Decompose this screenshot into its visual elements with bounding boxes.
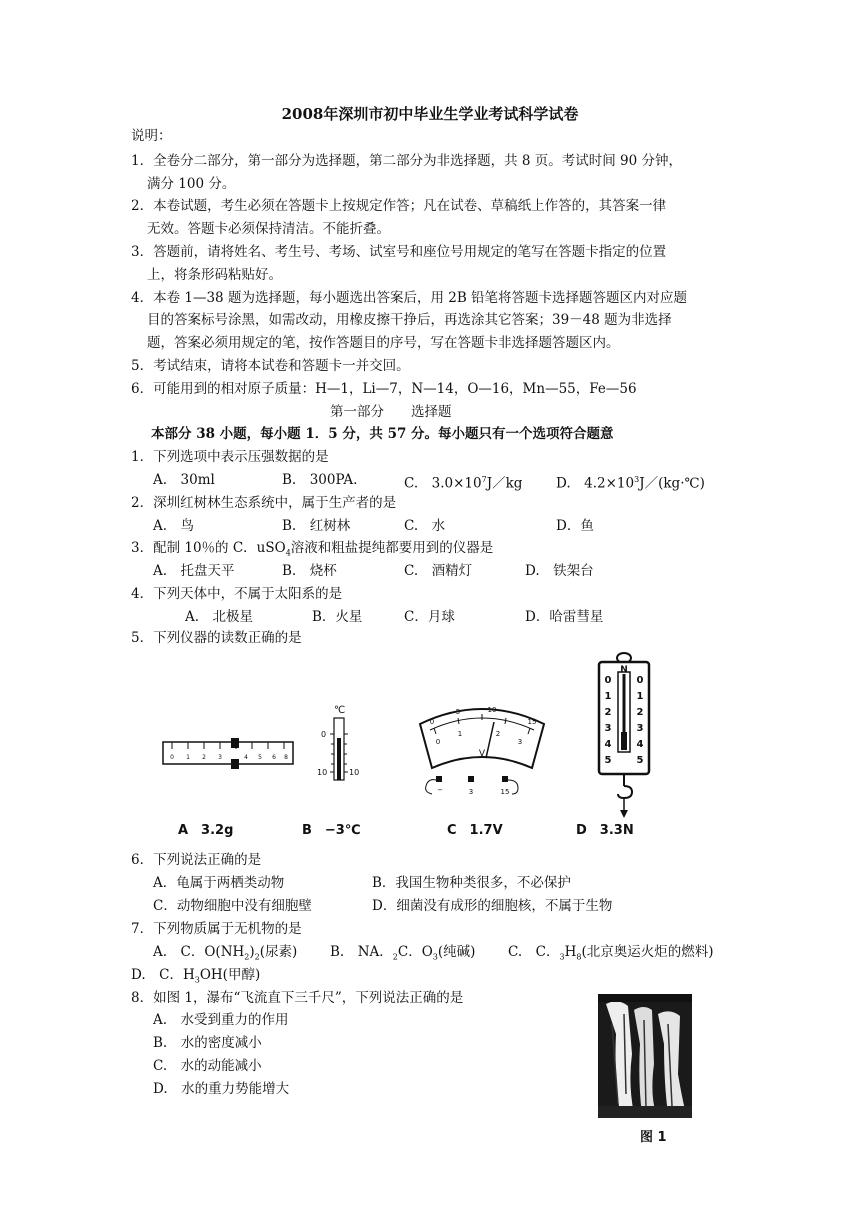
ruler-tick: 8 (284, 754, 288, 761)
q2-option-c: C. 水 (404, 518, 446, 534)
q7-option-d: D. C．$H_3OH$(甲醇) (131, 967, 261, 985)
q4-option-c: C．月球 (404, 609, 455, 625)
spring-tick: 3 (636, 723, 644, 734)
question-6-stem: 6．下列说法正确的是 (131, 852, 262, 868)
instruction-line: 6．可能用到的相对原子质量：H—1，Li—7，N—14，O—16，Mn—55，Fe—56 (131, 381, 637, 397)
q2-option-b: B. 红树林 (282, 518, 351, 534)
meter-inner-label: 3 (517, 738, 523, 746)
thermometer-figure (316, 700, 362, 790)
question-5-stem: 5．下列仪器的读数正确的是 (131, 630, 302, 646)
spring-tick: 1 (636, 691, 644, 702)
spring-tick: 0 (604, 675, 612, 686)
q7-option-c: C. C．$_3H_8$(北京奥运火炬的燃料) (508, 944, 714, 962)
spring-unit: N (620, 665, 628, 675)
meter-inner-label: 0 (435, 738, 441, 746)
question-1-stem: 1．下列选项中表示压强数据的是 (131, 449, 329, 465)
meter-scale-label: 15 (527, 718, 537, 726)
q1-option-a: A. 30ml (153, 472, 215, 488)
terminal-label: 3 (468, 788, 474, 796)
meter-scale-label: 5 (455, 708, 461, 716)
q8-option-d: D. 水的重力势能增大 (153, 1081, 290, 1097)
q1-option-d: D. $4.2\times 10^3J/(kg\cdot℃)$ (556, 475, 705, 492)
instruction-line: 4．本卷 1—38 题为选择题，每小题选出答案后，用 2B 铅笔将答题卡选择题答题区内对应题 (131, 290, 688, 306)
figure-label-d: D 3.3N (576, 823, 634, 838)
q2-option-d: D．鱼 (556, 518, 594, 534)
instruction-line: 2．本卷试题，考生必须在答题卡上按规定作答；凡在试卷、草稿纸上作答的，其答案一律 (131, 198, 667, 214)
terminal-label: 15 (500, 788, 510, 796)
q8-option-b: B. 水的密度减小 (153, 1035, 262, 1051)
ruler-tick: 2 (202, 754, 206, 761)
instruction-line: 1．全卷分二部分，第一部分为选择题，第二部分为非选择题，共 8 页。考试时间 90 分钟， (131, 153, 683, 169)
instruction-line: 3．答题前，请将姓名、考生号、考场、试室号和座位号用规定的笔写在答题卡指定的位置 (131, 244, 667, 260)
spring-tick: 1 (604, 691, 612, 702)
section-title: 第一部分 选择题 (330, 404, 452, 420)
spring-tick: 2 (604, 707, 612, 718)
spring-tick: 4 (636, 739, 644, 750)
question-7-stem: 7．下列物质属于无机物的是 (131, 921, 302, 937)
q7-option-b: B. NA．$_2$C．$O_3$(纯碱) (330, 944, 476, 962)
spring-tick: 0 (636, 675, 644, 686)
q3-option-b: B. 烧杯 (282, 563, 337, 579)
q3-option-a: A. 托盘天平 (153, 563, 235, 579)
question-4-stem: 4．下列天体中，不属于太阳系的是 (131, 586, 343, 602)
question-2-stem: 2．深圳红树林生态系统中，属于生产者的是 (131, 495, 397, 511)
spring-tick: 5 (636, 755, 644, 766)
instruction-line: 上，将条形码粘贴好。 (147, 267, 282, 283)
ruler-tick: 6 (272, 754, 276, 761)
q4-option-d: D．哈雷彗星 (525, 609, 604, 625)
voltmeter-figure (414, 700, 550, 805)
figure-label-c: C 1.7V (447, 823, 503, 838)
page-title: 2008年深圳市初中毕业生学业考试科学试卷 (281, 105, 579, 123)
thermometer-tick: 10 (349, 768, 360, 777)
q1-option-b: B. 300PA. (282, 472, 358, 488)
thermometer-tick: 10 (317, 768, 328, 777)
ruler-tick: 1 (186, 754, 190, 761)
meter-scale-label: 10 (487, 706, 497, 714)
spring-tick: 4 (604, 739, 612, 750)
ruler-tick: 5 (258, 754, 262, 761)
figure-label-a: A 3.2g (178, 823, 234, 838)
section-note: 本部分 38 小题，每小题 1．5 分，共 57 分。每小题只有一个选项符合题意 (151, 426, 614, 442)
instruction-line: 无效。答题卡必须保持清洁。不能折叠。 (147, 221, 390, 237)
q3-option-c: C. 酒精灯 (404, 563, 473, 579)
ruler-figure (160, 730, 300, 780)
q4-option-b: B．火星 (312, 609, 363, 625)
meter-inner-label: 1 (457, 730, 463, 738)
meter-scale-label: 0 (429, 718, 435, 726)
spring-tick: 2 (636, 707, 644, 718)
intro-label: 说明： (131, 128, 172, 144)
q8-option-a: A. 水受到重力的作用 (153, 1012, 289, 1028)
q6-option-a: A．龟属于两栖类动物 (153, 875, 285, 891)
figure-1-label: 图 1 (640, 1130, 667, 1145)
thermometer-tick: 0 (321, 730, 327, 739)
ruler-tick: 3 (218, 754, 222, 761)
q7-option-a: A. C．$O(NH_2)_2$(尿素) (153, 944, 298, 962)
spring-tick: 5 (604, 755, 612, 766)
meter-inner-label: 2 (495, 730, 501, 738)
figure-label-b: B −3℃ (302, 823, 361, 838)
spring-tick: 3 (604, 723, 612, 734)
q6-option-c: C．动物细胞中没有细胞壁 (153, 898, 312, 914)
q6-option-d: D．细菌没有成形的细胞核，不属于生物 (372, 898, 613, 914)
meter-unit: V (478, 749, 486, 759)
question-3-stem: 3．配制 10％的 C．uSO$_4$溶液和粗盐提纯都要用到的仪器是 (131, 540, 494, 558)
instruction-line: 题，答案必须用规定的笔，按作答题目的序号，写在答题卡非选择题答题区内。 (147, 335, 620, 351)
q3-option-d: D. 铁架台 (525, 563, 594, 579)
q6-option-b: B．我国生物种类很多，不必保护 (372, 875, 571, 891)
terminal-label: − (437, 786, 443, 794)
q4-option-a: A. 北极星 (185, 609, 254, 625)
ruler-tick: 0 (170, 754, 174, 761)
q1-option-c: C. $3.0\times 10^7J/kg$ (404, 475, 523, 492)
instruction-line: 目的答案标号涂黑，如需改动，用橡皮擦干挣后，再选涂其它答案；39－48 题为非选择 (147, 312, 672, 328)
thermometer-unit: ℃ (334, 705, 346, 716)
q2-option-a: A. 鸟 (153, 518, 195, 534)
ruler-tick: 4 (244, 754, 248, 761)
q8-option-c: C. 水的动能减小 (153, 1058, 262, 1074)
instruction-line: 5．考试结束，请将本试卷和答题卡一并交回。 (131, 358, 410, 374)
instruction-line: 满分 100 分。 (147, 176, 236, 192)
question-8-stem: 8．如图 1，瀑布“飞流直下三千尺”，下列说法正确的是 (131, 990, 464, 1006)
spring-balance-figure (596, 652, 654, 822)
waterfall-photo (598, 994, 692, 1118)
